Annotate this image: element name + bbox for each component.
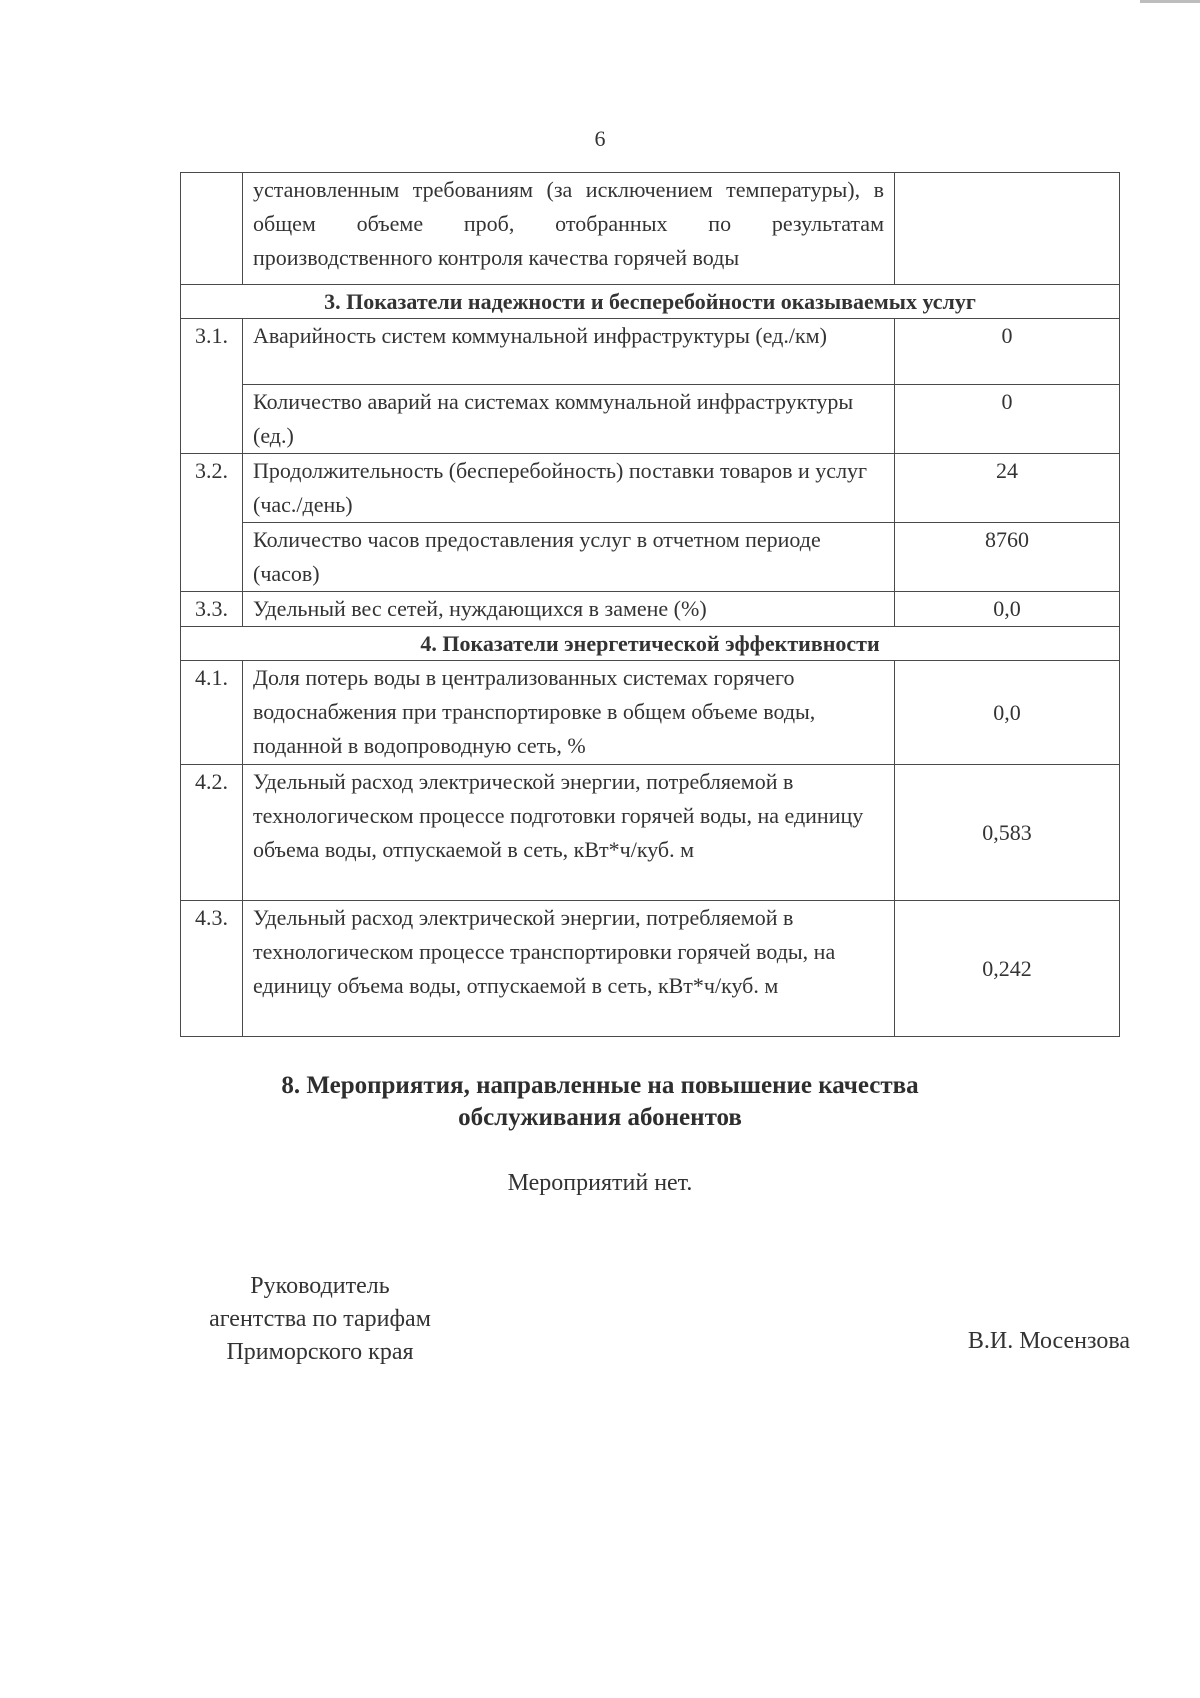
table-row (181, 319, 1120, 385)
table-row (181, 765, 1120, 901)
section-header-row (181, 285, 1120, 319)
continued-text-cell: установленным требованиям (за исключением температуры), в общем объеме проб, отобранных по результатам производственного контроля качества горячей воды (243, 173, 895, 285)
signatory-title (175, 1270, 465, 1369)
section-8-heading-line1: 8. Мероприятия, направленные на повышение качества (281, 1072, 919, 1099)
indicator-value: 0,242 (895, 901, 1120, 1037)
indicator-text: Удельный вес сетей, нуждающихся в замене (%) (243, 592, 895, 627)
table-row (181, 661, 1120, 765)
indicator-value: 0 (895, 319, 1120, 385)
signatory-line2: агентства по тарифам (209, 1306, 431, 1332)
indicator-text: Количество аварий на системах коммунальной инфраструктуры (ед.) (243, 385, 895, 454)
section-3-title: 3. Показатели надежности и бесперебойности оказываемых услуг (181, 285, 1120, 319)
row-number-4-2: 4.2. (181, 765, 243, 901)
table-row (181, 385, 1120, 454)
indicator-text: Аварийность систем коммунальной инфраструктуры (ед./км) (243, 319, 895, 385)
table-row (181, 454, 1120, 523)
scan-corner-mark (1140, 0, 1200, 3)
value-cell (895, 173, 1120, 285)
indicator-value: 0,0 (895, 661, 1120, 765)
indicator-text: Удельный расход электрической энергии, потребляемой в технологическом процессе подготовки горячей воды, на единицу объема воды, отпускаемой в сеть, кВт*ч/куб. м (243, 765, 895, 901)
row-number-4-3: 4.3. (181, 901, 243, 1037)
indicator-text: Количество часов предоставления услуг в отчетном периоде (часов) (243, 523, 895, 592)
indicator-text: Доля потерь воды в централизованных системах горячего водоснабжения при транспортировке в общем объеме воды, поданной в водопроводную сеть, % (243, 661, 895, 765)
indicator-text: Продолжительность (бесперебойность) поставки товаров и услуг (час./день) (243, 454, 895, 523)
no-measures-text: Мероприятий нет. (507, 1170, 693, 1196)
section-8-heading-line2: обслуживания абонентов (458, 1104, 742, 1131)
signatory-line1: Руководитель (250, 1273, 390, 1299)
row-number-4-1: 4.1. (181, 661, 243, 765)
indicator-value: 0,583 (895, 765, 1120, 901)
indicator-text: Удельный расход электрической энергии, потребляемой в технологическом процессе транспортировки горячей воды, на единицу объема воды, отпускаемой в сеть, кВт*ч/куб. м (243, 901, 895, 1037)
section-4-title: 4. Показатели энергетической эффективности (181, 627, 1120, 661)
indicator-value: 8760 (895, 523, 1120, 592)
indicator-value: 24 (895, 454, 1120, 523)
row-number-3-2: 3.2. (181, 454, 243, 592)
table-row (181, 173, 1120, 285)
table-row (181, 901, 1120, 1037)
signatory-line3: Приморского края (226, 1339, 414, 1365)
page-number: 6 (594, 126, 606, 151)
indicator-value: 0,0 (895, 592, 1120, 627)
indicators-table (180, 172, 1120, 1037)
section-8-heading (0, 1070, 1200, 1134)
row-number-3-1: 3.1. (181, 319, 243, 454)
table-row (181, 523, 1120, 592)
row-number-cell (181, 173, 243, 285)
row-number-3-3: 3.3. (181, 592, 243, 627)
indicator-value: 0 (895, 385, 1120, 454)
section-header-row (181, 627, 1120, 661)
table-row (181, 592, 1120, 627)
signatory-name: В.И. Мосензова (967, 1328, 1130, 1354)
